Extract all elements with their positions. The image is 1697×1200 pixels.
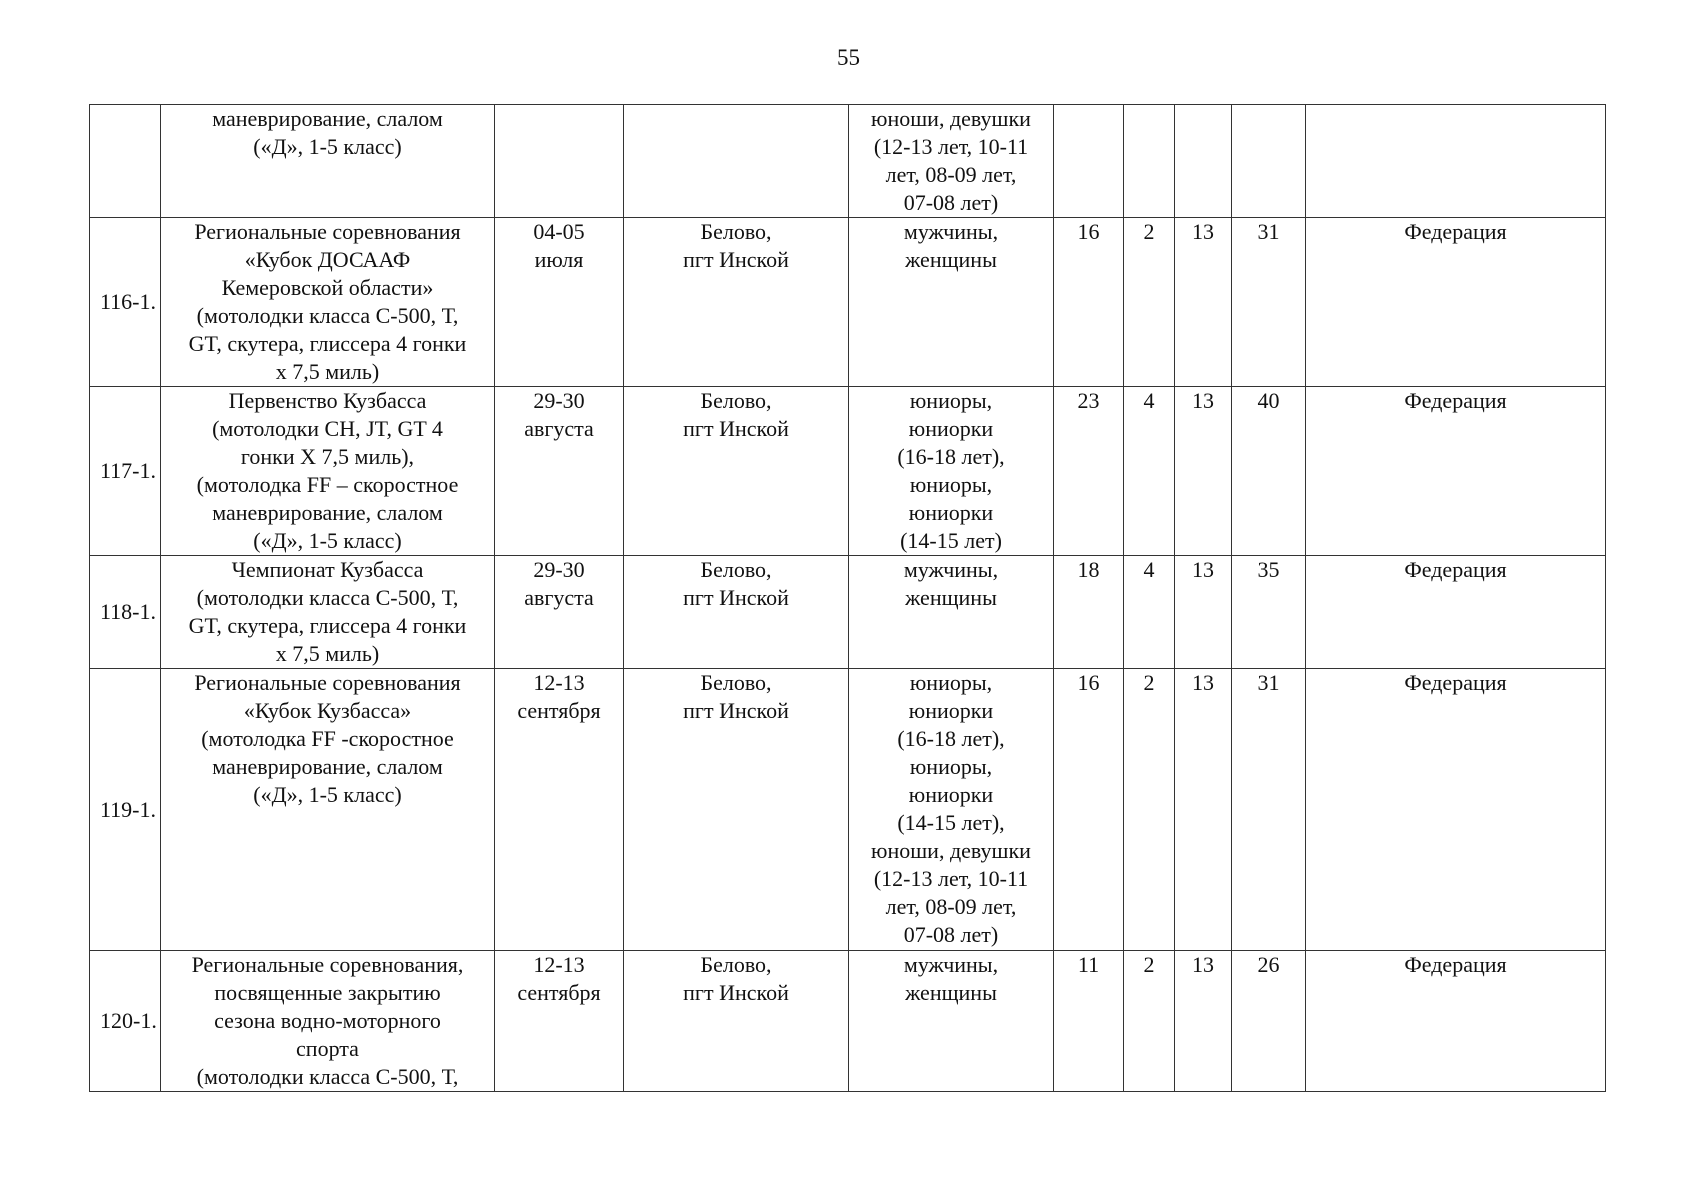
dates-cell: 04-05 июля [495,218,624,387]
table-row [90,556,1606,669]
count-cell-2: 4 [1124,387,1175,556]
participants-cell: мужчины, женщины [849,556,1054,669]
count-cell-2 [1124,105,1175,218]
organizer-cell: Федерация [1306,387,1606,556]
event-name-cell: Региональные соревнования, посвященные закрытию сезона водно-моторного спорта (мотолодки класса С-500, Т, [161,951,495,1092]
place-cell: Белово, пгт Инской [624,669,849,951]
count-cell-2: 2 [1124,951,1175,1092]
count-cell-1: 18 [1054,556,1124,669]
participants-cell: юниоры, юниорки (16-18 лет), юниоры, юниорки (14-15 лет) [849,387,1054,556]
place-cell [624,105,849,218]
count-cell-3: 13 [1175,218,1232,387]
count-cell-1: 23 [1054,387,1124,556]
organizer-cell: Федерация [1306,556,1606,669]
participants-cell: юниоры, юниорки (16-18 лет), юниоры, юниорки (14-15 лет), юноши, девушки (12-13 лет, 10-11 лет, 08-09 лет, 07-08 лет) [849,669,1054,951]
organizer-cell [1306,105,1606,218]
participants-cell: мужчины, женщины [849,218,1054,387]
table-row [90,387,1606,556]
participants-cell: юноши, девушки (12-13 лет, 10-11 лет, 08-09 лет, 07-08 лет) [849,105,1054,218]
participants-cell: мужчины, женщины [849,951,1054,1092]
event-name-cell: маневрирование, слалом («Д», 1-5 класс) [161,105,495,218]
row-number-cell [90,105,161,218]
event-name-cell: Региональные соревнования «Кубок Кузбасса» (мотолодка FF -скоростное маневрирование, слалом («Д», 1-5 класс) [161,669,495,951]
organizer-cell: Федерация [1306,669,1606,951]
count-cell-total: 31 [1232,669,1306,951]
count-cell-2: 2 [1124,218,1175,387]
dates-cell: 29-30 августа [495,387,624,556]
count-cell-1 [1054,105,1124,218]
count-cell-3: 13 [1175,556,1232,669]
count-cell-total: 26 [1232,951,1306,1092]
event-name-cell: Региональные соревнования «Кубок ДОСААФ Кемеровской области» (мотолодки класса С-500, Т, GT, скутера, глиссера 4 гонки х 7,5 миль) [161,218,495,387]
dates-cell [495,105,624,218]
dates-cell: 29-30 августа [495,556,624,669]
event-name-cell: Чемпионат Кузбасса (мотолодки класса С-500, Т, GT, скутера, глиссера 4 гонки х 7,5 миль) [161,556,495,669]
row-number-cell: 117-1. [90,387,161,556]
count-cell-total [1232,105,1306,218]
count-cell-3: 13 [1175,951,1232,1092]
row-number-cell: 119-1. [90,669,161,951]
row-number-cell: 116-1. [90,218,161,387]
count-cell-2: 4 [1124,556,1175,669]
count-cell-total: 40 [1232,387,1306,556]
count-cell-1: 16 [1054,218,1124,387]
event-name-cell: Первенство Кузбасса (мотолодки CH, JT, GT 4 гонки X 7,5 миль), (мотолодка FF – скоростное маневрирование, слалом («Д», 1-5 класс) [161,387,495,556]
count-cell-total: 35 [1232,556,1306,669]
page-number: 55 [837,45,860,70]
place-cell: Белово, пгт Инской [624,951,849,1092]
organizer-cell: Федерация [1306,951,1606,1092]
table-row [90,218,1606,387]
table-row [90,669,1606,951]
table-row [90,951,1606,1092]
place-cell: Белово, пгт Инской [624,218,849,387]
count-cell-1: 16 [1054,669,1124,951]
dates-cell: 12-13 сентября [495,669,624,951]
count-cell-2: 2 [1124,669,1175,951]
count-cell-3 [1175,105,1232,218]
count-cell-3: 13 [1175,387,1232,556]
count-cell-total: 31 [1232,218,1306,387]
count-cell-3: 13 [1175,669,1232,951]
dates-cell: 12-13 сентября [495,951,624,1092]
place-cell: Белово, пгт Инской [624,556,849,669]
organizer-cell: Федерация [1306,218,1606,387]
row-number-cell: 120-1. [90,951,161,1092]
place-cell: Белово, пгт Инской [624,387,849,556]
table-row [90,105,1606,218]
row-number-cell: 118-1. [90,556,161,669]
events-table [89,104,1606,1092]
count-cell-1: 11 [1054,951,1124,1092]
